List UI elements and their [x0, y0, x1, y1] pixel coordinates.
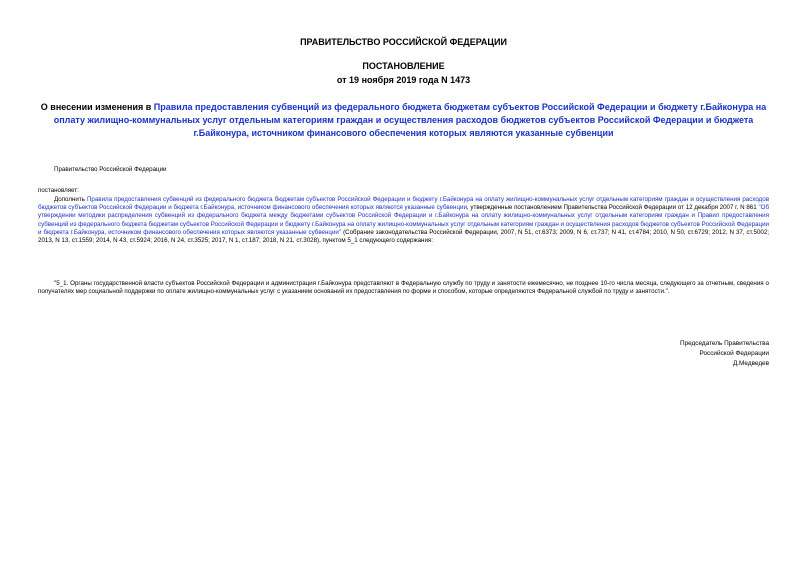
- heading-rules-link[interactable]: Правила предоставления субвенций из федерального бюджета бюджетам субъектов Российской Федерации и бюджету г.Байконура на оплату жилищно-коммунальных услуг отдельным категориям граждан и осуществления расходов бюджетов субъектов Российской Федерации и бюджета г.Байконура, источником финансового обеспечения которых являются указанные субвенции: [53, 102, 767, 138]
- para1-end: (Собрание законодательства Российской Федерации, 2007, N 51, ст.6373; 2009, N 6, ст.737; N 41, ст.4784; 2010, N 50, ст.6729; 2012, N 37, ст.5002; 2013, N 13, ст.1559; 2014, N 43, ст.5924; 2016, N 24, ст.3525; 2017, N 1, ст.187; 2018, N 21, ст.3028), пунктом 5_1 следующего содержания:: [38, 228, 769, 245]
- para1-start: Дополнить: [54, 196, 87, 203]
- resolves-text: постановляет:: [38, 187, 79, 194]
- rules-link[interactable]: Правила предоставления субвенций из федерального бюджета бюджетам субъектов Российской Федерации и бюджету г.Байконура на оплату жилищно-коммунальных услуг отдельным категориям граждан и осуществления расходов бюджетов субъектов Российской Федерации и бюджета г.Байконура, источником финансового обеспечения которых являются указанные субвенции: [38, 196, 770, 212]
- issuer-text: Правительство Российской Федерации: [54, 166, 167, 173]
- signature-title-1: Председатель Правительства: [680, 340, 769, 347]
- document-heading: [38, 101, 769, 140]
- signature-title-2: Российской Федерации: [699, 350, 769, 357]
- government-title: ПРАВИТЕЛЬСТВО РОССИЙСКОЙ ФЕДЕРАЦИИ: [300, 37, 507, 47]
- paragraph-amendment: [38, 196, 769, 245]
- paragraph-new-point: "5_1. Органы государственной власти субъектов Российской Федерации и администрация г.Байконура представляют в Федеральную службу по труду и занятости ежемесячно, не позднее 10-го числа месяца, следующего за отчетным, сведения о получателях мер социальной поддержки по оплате жилищно-коммунальных услуг с указанием оснований их предоставления по форме и способом, которые определяются Федеральной службой по труду и занятости.".: [38, 280, 769, 296]
- signature-name: Д.Медведев: [732, 360, 769, 367]
- signature-block: [680, 339, 769, 369]
- document-type: ПОСТАНОВЛЕНИЕ: [362, 61, 445, 71]
- document-date-number: от 19 ноября 2019 года N 1473: [336, 75, 471, 85]
- resolution-861-link[interactable]: "Об утверждении методики распределения субвенций из федерального бюджета между бюджетами субъектов Российской Федерации и г.Байконура на оплату жилищно-коммунальных услуг отдельным категориям граждан и Правил предоставления субвенций из федерального бюджета бюджетам субъектов Российской Федерации и бюджету г.Байконура на оплату жилищно-коммунальных услуг отдельным категориям граждан и осуществления расходов бюджетов субъектов Российской Федерации и бюджета г.Байконура, источником финансового обеспечения которых являются указанные субвенции": [38, 204, 769, 236]
- heading-prefix: О внесении изменения в: [40, 102, 154, 112]
- para1-mid: , утвержденные постановлением Правительства Российской Федерации от 12 декабря 2007 г. N 861: [466, 204, 759, 212]
